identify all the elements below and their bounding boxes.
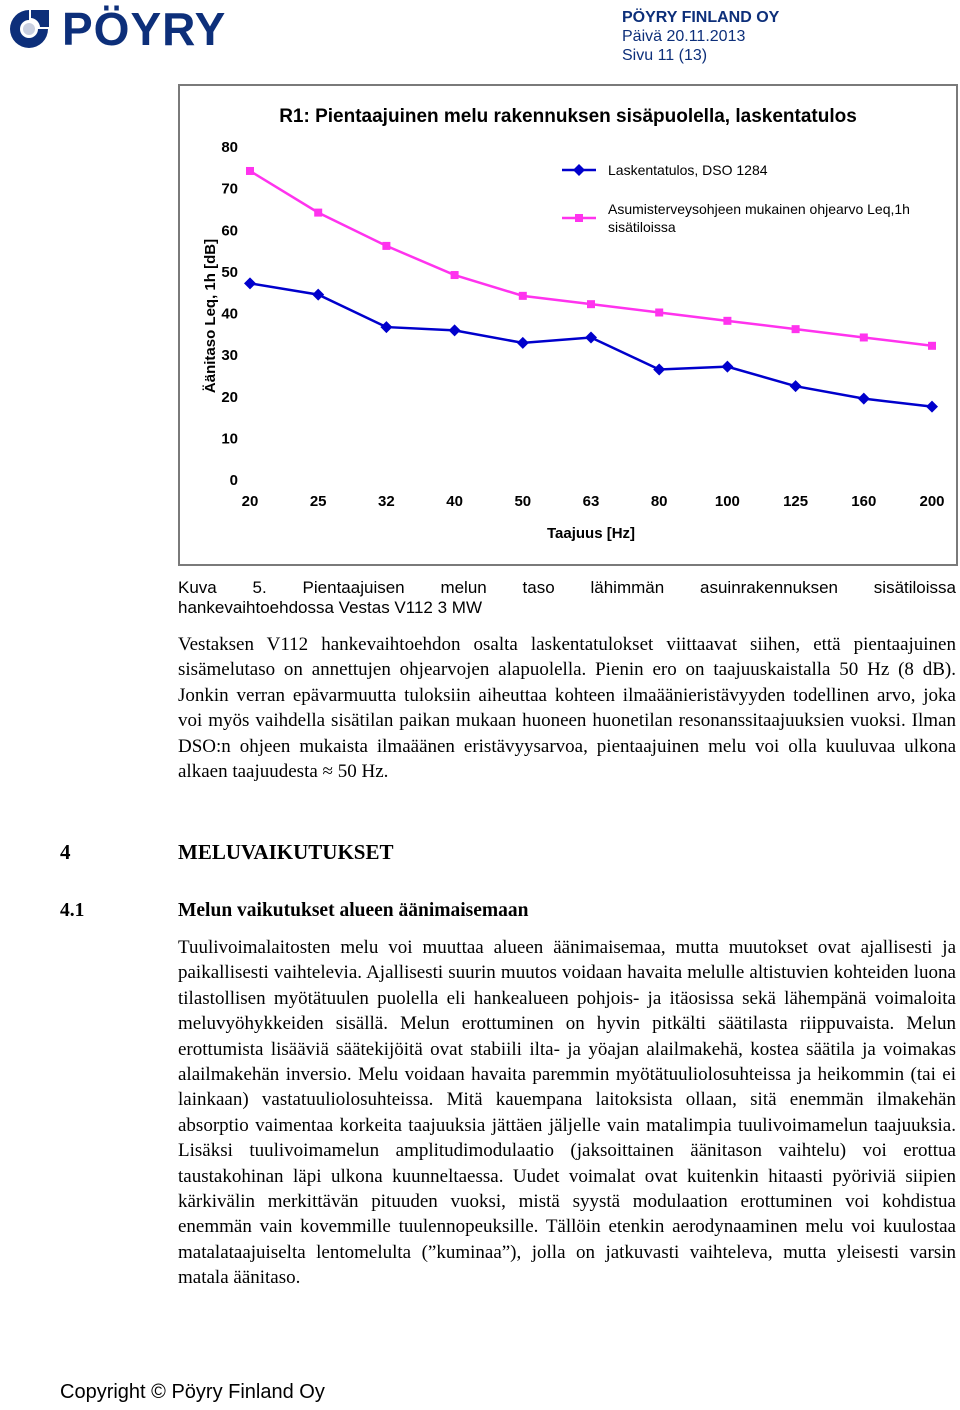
data-point <box>790 380 802 392</box>
x-tick-label: 80 <box>650 493 668 510</box>
chart-frame <box>178 84 958 566</box>
data-point <box>792 325 800 333</box>
legend-marker <box>575 214 583 222</box>
line-chart <box>180 86 956 564</box>
data-point <box>655 309 663 317</box>
x-tick-label: 20 <box>241 493 259 510</box>
y-tick-label: 80 <box>221 139 238 156</box>
y-tick-label: 70 <box>221 180 238 198</box>
data-point <box>587 300 595 308</box>
legend-label: Asumisterveysohjeen mukainen ohjearvo Leq,1h sisätiloissa <box>608 201 910 235</box>
data-point <box>380 321 392 333</box>
subsection-number: 4.1 <box>60 900 85 921</box>
x-tick-label: 200 <box>919 493 945 510</box>
y-tick-label: 10 <box>221 430 238 448</box>
y-axis-label: Äänitaso Leq, 1h [dB] <box>202 238 219 394</box>
document-header <box>622 8 779 65</box>
subsection-heading <box>60 900 529 922</box>
caption-line-1: Kuva 5. Pientaajuisen melun taso lähimmän asuinrakennuksen sisätiloissa <box>178 578 956 597</box>
data-point <box>926 401 938 413</box>
footer-copyright: Copyright © Pöyry Finland Oy <box>60 1381 325 1403</box>
data-point <box>382 242 390 250</box>
caption-line-2: hankevaihtoehdossa Vestas V112 3 MW <box>178 598 482 617</box>
x-tick-label: 160 <box>851 493 877 510</box>
poyry-logo-mark-icon <box>4 6 54 52</box>
y-tick-label: 50 <box>221 263 238 281</box>
data-point <box>451 271 459 279</box>
section-number: 4 <box>60 840 71 864</box>
x-tick-label: 100 <box>714 493 740 510</box>
legend-label: Laskentatulos, DSO 1284 <box>608 162 768 178</box>
paragraph-soundscape: Tuulivoimalaitosten melu voi muuttaa alueen äänimaisemaa, mutta muutokset ovat ajallisesti ja paikallisesti vaihtelevia. Ajallisesti suurin muutos voidaan havaita melulle altistuvien kohteiden luona tilastollisen myötätuulen puolella eli hankealueen pohjois- ja itäosissa sekä lähempänä voimaloita meluvyöhykkeiden sisällä. Melun erottuminen on hyvin pitkälti säätilasta riippuvaista. Melun erottumista lisääviä säätekijöitä ovat stabiili ilta- ja yöajan alailmakehä, kostea säätila ja voimakas alailmakehän inversio. Melu voidaan havaita paremmin myötätuuliolosuhteissa ja heikommin (tai ei lainkaan) vastatuuliolosuhteissa. Mitä kauempana laitoksista ollaan, sitä enemmän ilmakehän absorptio vaimentaa korkeita taajuuksia jättäen jäljelle vain matalimpia tuulivoimamelun taajuuksia. Lisäksi tuulivoimamelun amplitudimodulaatio (jaksoittainen äänitason vaihtelu) voi erottua taustakohinan läpi ulkona kuunneltaessa. Uudet voimalat ovat kuitenkin hitaasti pyöriviä siipien kärkivälin merkittävän pituuden vuoksi, mistä syystä modulaation erottuminen voi kohdistua enemmän vain kovemmille tuulennopeuksille. Tällöin etenkin aerodynaaminen melu voi kuulostaa matalataajuiselta lentomelulta (”kuminaa”), jolla on jatkuvasti vaihteleva, mutta yleisesti varsin matala äänitaso. <box>178 937 956 1289</box>
data-point <box>928 342 936 350</box>
y-tick-label: 60 <box>221 222 238 240</box>
data-point <box>653 364 665 376</box>
data-point <box>246 167 254 175</box>
data-point <box>860 333 868 341</box>
x-tick-label: 25 <box>309 493 327 510</box>
page-number: Sivu 11 (13) <box>622 47 708 64</box>
logo-wordmark: PÖYRY <box>62 3 227 55</box>
y-tick-label: 0 <box>229 472 238 489</box>
x-tick-label: 40 <box>446 493 463 510</box>
x-tick-label: 125 <box>783 493 809 510</box>
figure-caption <box>178 578 956 618</box>
y-tick-label: 20 <box>221 388 238 406</box>
data-point <box>519 292 527 300</box>
section-title: MELUVAIKUTUKSET <box>178 840 394 864</box>
x-tick-label: 50 <box>514 493 532 510</box>
poyry-logo <box>4 3 244 55</box>
data-point <box>723 317 731 325</box>
data-point <box>244 277 256 289</box>
subsection-title: Melun vaikutukset alueen äänimaisemaan <box>178 900 529 921</box>
y-tick-label: 30 <box>221 347 238 365</box>
y-tick-label: 40 <box>221 305 238 323</box>
data-point <box>517 337 529 349</box>
data-point <box>858 393 870 405</box>
data-point <box>585 331 597 343</box>
data-point <box>314 209 322 217</box>
document-date: Päivä 20.11.2013 <box>622 28 746 45</box>
chart-title: R1: Pientaajuinen melu rakennuksen sisäpuolella, laskentatulos <box>279 106 857 127</box>
data-point <box>721 361 733 373</box>
x-axis-label: Taajuus [Hz] <box>546 525 636 542</box>
x-tick-label: 63 <box>582 493 600 510</box>
paragraph-results: Vestaksen V112 hankevaihtoehdon osalta laskentatulokset viittaavat siihen, että pientaajuinen sisämelutaso on annettujen ohjearvojen alapuolella. Pienin ero on taajuuskaistalla 50 Hz (8 dB). Jonkin verran epävarmuutta tuloksiin aiheuttaa kohteen ilmaäänieristävyyden todellinen arvo, joka voi myös vaihdella sisätilan paikan mukaan huoneen huonetilan resonanssitaajuuksien vuoksi. Ilman DSO:n ohjeen mukaista ilmaäänen eristävyysarvoa, pientaajuinen melu voi olla kuuluvaa ulkona alkaen taajuudesta ≈ 50 Hz. <box>178 634 956 783</box>
section-heading <box>60 840 394 865</box>
data-point <box>449 324 461 336</box>
x-tick-label: 32 <box>378 493 395 510</box>
company-name: PÖYRY FINLAND OY <box>622 9 780 26</box>
data-point <box>312 289 324 301</box>
